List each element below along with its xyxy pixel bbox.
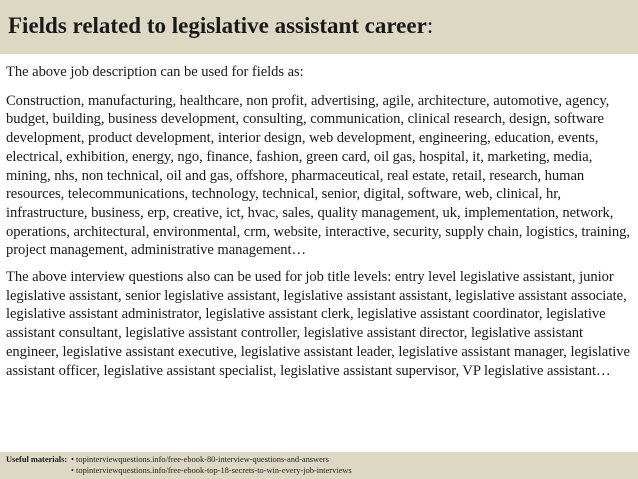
footer-bar bbox=[0, 452, 638, 479]
ebook-link-2[interactable]: • topinterviewquestions.info/free-ebook-top-18-secrets-to-win-every-job-interviews bbox=[71, 466, 352, 475]
useful-materials-label: Useful materials: bbox=[6, 455, 68, 464]
intro-text: The above job description can be used for fields as: bbox=[6, 64, 304, 80]
title-colon: : bbox=[426, 13, 434, 38]
main-content bbox=[6, 63, 632, 380]
fields-paragraph: Construction, manufacturing, healthcare, non profit, advertising, agile, architecture, automotive, agency, budget, building, business development, consulting, communication, clinical research, design, software development, product development, interior design, web development, engineering, education, events, electrical, exhibition, energy, ngo, finance, fashion, green card, oil gas, hospital, it, marketing, media, mining, nhs, non technical, oil and gas, offshore, pharmaceutical, real estate, retail, research, human resources, telecommunications, technology, technical, senior, digital, software, web, clinical, hr, infrastructure, business, erp, creative, ict, hvac, sales, quality management, uk, implementation, network, operations, architectural, environmental, crm, website, interactive, security, supply chain, logistics, training, project management, administrative management… bbox=[6, 92, 630, 259]
page-title: Fields related to legislative assistant career bbox=[8, 13, 427, 38]
ebook-link-1[interactable]: • topinterviewquestions.info/free-ebook-80-interview-questions-and-answers bbox=[71, 455, 329, 464]
title-bar bbox=[0, 0, 638, 54]
job-titles-paragraph: The above interview questions also can be used for job title levels: entry level legislative assistant, junior legislative assistant, senior legislative assistant, legislative assistant assistant, legislative assistant associate, legislative assistant administrator, legislative assistant clerk, legislative assistant coordinator, legislative assistant consultant, legislative assistant controller, legislative assistant director, legislative assistant engineer, legislative assistant executive, legislative assistant leader, legislative assistant manager, legislative assistant officer, legislative assistant specialist, legislative assistant supervisor, VP legislative assistant… bbox=[6, 269, 630, 379]
footer-links bbox=[71, 454, 352, 476]
